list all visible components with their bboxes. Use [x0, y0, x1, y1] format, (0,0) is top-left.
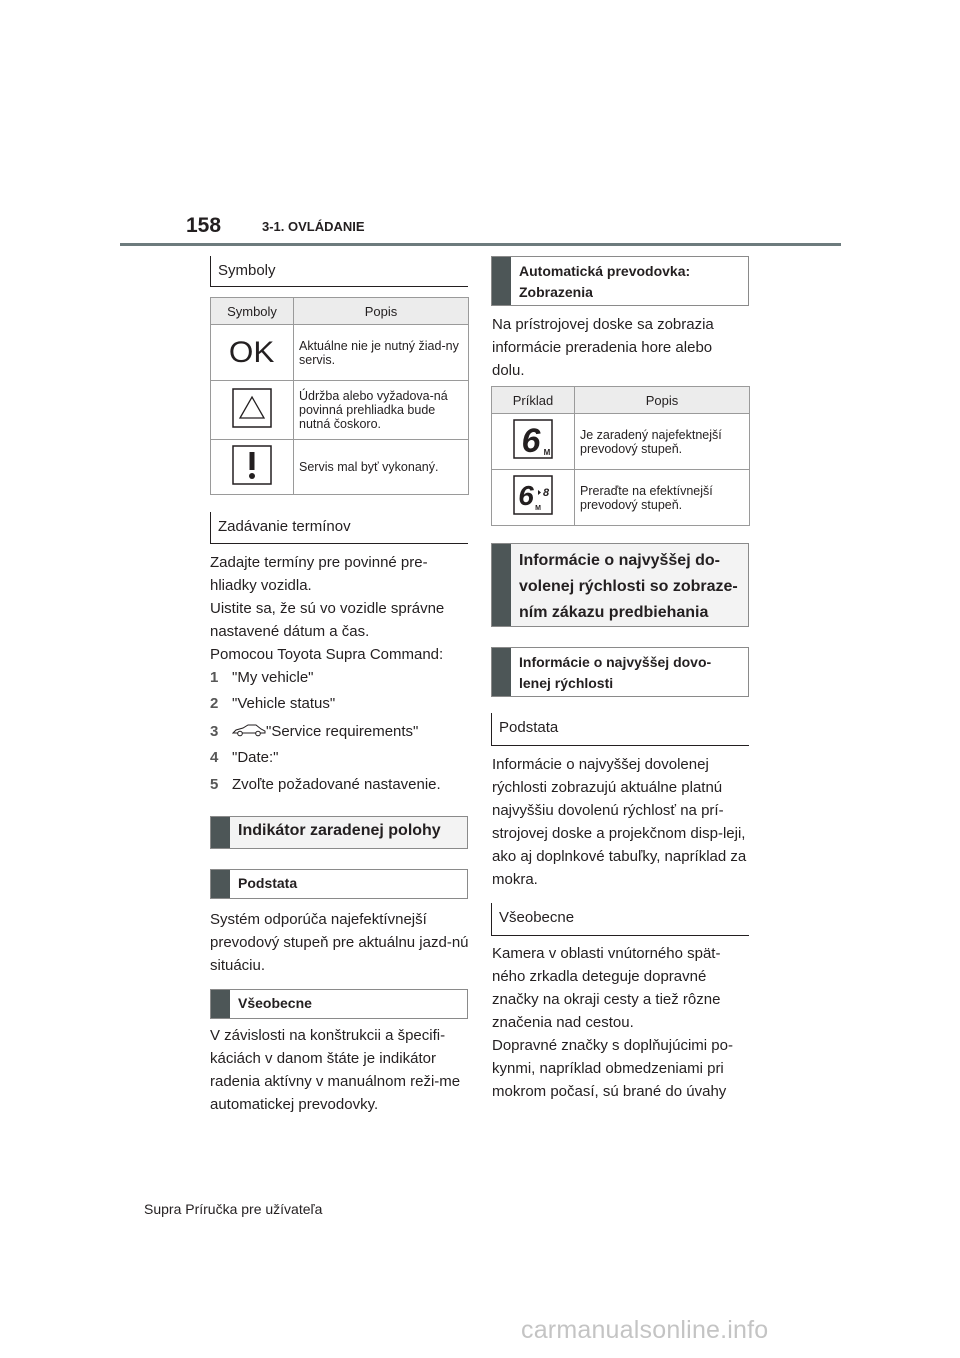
gear-6m-icon: [513, 419, 553, 459]
car-icon: [232, 723, 266, 737]
step-3: 3 "Service requirements": [210, 723, 419, 740]
triangle-warning-icon: [232, 388, 272, 428]
gear-indicator-heading: Indikátor zaradenej polohy: [210, 816, 468, 849]
table-row: [211, 440, 469, 495]
dates-paragraph: Pomocou Toyota Supra Command:: [210, 646, 444, 663]
dates-paragraph: Uistite sa, že sú vo vozidle správne nastavené dátum a čas.: [210, 600, 445, 640]
symbols-heading: Symboly: [210, 256, 468, 287]
table-row: [211, 381, 469, 440]
step-5: 5 Zvoľte požadované nastavenie.: [210, 776, 441, 793]
dates-paragraph: Zadajte termíny pre povinné pre-hliadky vozidla.: [210, 554, 428, 594]
speed-info-heading: Informácie o najvyššej do-volenej rýchlosti so zobraze-ním zákazu predbiehania: [491, 543, 749, 627]
principle-text: Informácie o najvyššej dovolenej rýchlosti zobrazujú aktuálne platnú najvyššiu dovolenú rýchlosť na prí-strojovej doske a projekčnom disp-leji, ako aj doplnkové tabuľky, napríklad za mokra.: [492, 756, 747, 888]
general-text: V závislosti na konštrukcii a špecifi-káciách v danom štáte je indikátor radenia aktívny v manuálnom reži-me automatickej prevodovky.: [210, 1027, 461, 1113]
chapter-title: 3-1. OVLÁDANIE: [262, 219, 365, 234]
table-cell-description: Údržba alebo vyžadova-ná povinná prehliadka bude nutná čoskoro.: [294, 381, 469, 440]
principle-text: Systém odporúča najefektívnejší prevodový stupeň pre aktuálnu jazd-nú situáciu.: [210, 911, 469, 974]
svg-text:6: 6: [521, 422, 541, 459]
general-paragraph: Kamera v oblasti vnútorného spät-ného zrkadla deteguje dopravné značky na okraji cesty a tiež rôzne značenia nad cestou.: [492, 945, 721, 1031]
table-row: [492, 470, 750, 526]
symbols-col-header: Symboly: [211, 298, 294, 325]
gear-6-to-8-icon: [513, 475, 553, 515]
general-heading: Všeobecne: [491, 903, 749, 936]
speed-sub-heading: Informácie o najvyššej dovo-lenej rýchlosti: [491, 647, 749, 697]
step-4: 4 "Date:": [210, 749, 279, 766]
table-row: [492, 414, 750, 470]
general-heading: Všeobecne: [210, 989, 468, 1019]
table-cell-description: Servis mal byť vykonaný.: [294, 440, 469, 495]
step-2: 2 "Vehicle status": [210, 695, 336, 712]
exclamation-icon: [232, 445, 272, 485]
auto-transmission-heading: Automatická prevodovka: Zobrazenia: [491, 256, 749, 306]
description-col-header: Popis: [294, 298, 469, 325]
svg-text:M: M: [535, 505, 541, 512]
svg-text:8: 8: [542, 487, 550, 499]
svg-text:6: 6: [518, 480, 534, 511]
table-cell-description: Je zaradený najefektnejší prevodový stupeň.: [575, 414, 750, 470]
footer-text: Supra Príručka pre užívateľa: [144, 1201, 323, 1217]
gear-table: [491, 386, 750, 526]
symbols-table: [210, 297, 469, 495]
description-col-header: Popis: [575, 387, 750, 414]
watermark: carmanualsonline.info: [521, 1316, 769, 1344]
example-col-header: Príklad: [492, 387, 575, 414]
principle-heading: Podstata: [210, 869, 468, 899]
dates-heading: Zadávanie termínov: [210, 512, 468, 544]
principle-heading: Podstata: [491, 713, 749, 746]
table-cell-description: Preraďte na efektívnejší prevodový stupeň.: [575, 470, 750, 526]
svg-text:M: M: [543, 448, 551, 457]
table-row: [211, 325, 469, 381]
page-number: 158: [186, 214, 222, 237]
table-cell-description: Aktuálne nie je nutný žiad-ny servis.: [294, 325, 469, 381]
ok-icon: OK: [211, 325, 294, 381]
auto-transmission-text: Na prístrojovej doske sa zobrazia informácie preradenia hore alebo dolu.: [492, 316, 714, 379]
general-paragraph: Dopravné značky s doplňujúcimi po-kynmi, napríklad obmedzeniami pri mokrom počasí, sú brané do úvahy: [492, 1037, 733, 1100]
step-1: 1 "My vehicle": [210, 669, 314, 686]
header-rule: [120, 243, 841, 246]
